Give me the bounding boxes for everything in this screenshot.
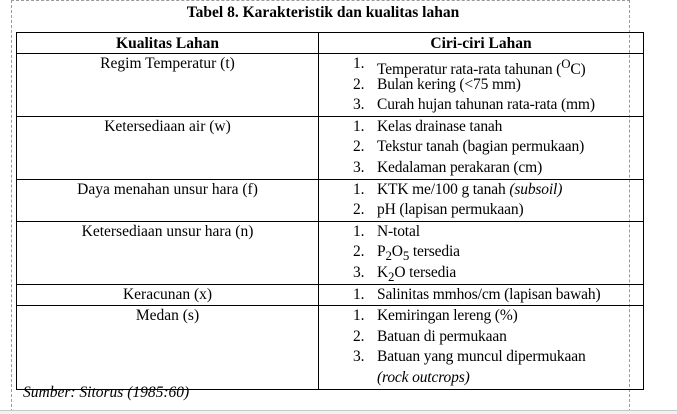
trait-list-item: [319, 75, 643, 96]
trait-number: 1.: [353, 307, 365, 325]
trait-text: Kelas drainase tanah: [377, 117, 503, 135]
trait-text: pH (lapisan permukaan): [377, 201, 524, 219]
trait-number: 2.: [353, 138, 365, 156]
land-quality-cell: Regim Temperatur (t): [17, 54, 319, 117]
trait-number: 2.: [353, 75, 365, 93]
trait-list-item: [319, 263, 643, 284]
trait-number: 2.: [353, 327, 365, 345]
table-row: [17, 306, 644, 389]
land-quality-cell: Ketersediaan air (w): [17, 116, 319, 179]
land-traits-cell: [319, 116, 644, 179]
table-row: [17, 116, 644, 179]
trait-text: KTK me/100 g tanah: [377, 180, 510, 198]
trait-text: N-total: [377, 222, 420, 240]
land-quality-cell: Keracunan (x): [17, 284, 319, 306]
trait-list-item: [319, 95, 643, 116]
trait-number: 1.: [353, 180, 365, 198]
trait-list-item: [319, 347, 643, 368]
trait-text-mid: O: [391, 243, 403, 261]
table-header-row: [17, 33, 644, 54]
trait-text: Temperatur rata-rata tahunan (: [377, 61, 562, 79]
trait-number: 3.: [353, 158, 365, 176]
trait-number: 3.: [353, 263, 365, 281]
trait-text: Salinitas mmhos/cm (lapisan bawah): [377, 285, 601, 303]
trait-list-item: [319, 117, 643, 138]
trait-number: 2.: [353, 243, 365, 261]
trait-list-item: [319, 158, 643, 179]
land-traits-cell: [319, 284, 644, 306]
table-title: Tabel 8. Karakteristik dan kualitas lahan: [186, 4, 460, 21]
header-land-quality: Kualitas Lahan: [17, 33, 319, 54]
header-land-traits: Ciri-ciri Lahan: [319, 33, 644, 54]
trait-list-item: [319, 222, 643, 243]
trait-text-after: tersedia: [409, 243, 460, 261]
trait-number: 1.: [353, 222, 365, 240]
table-row: [17, 221, 644, 284]
land-quality-table: [16, 32, 644, 390]
trait-list-item: [319, 180, 643, 201]
trait-italic-text: (subsoil): [509, 180, 563, 198]
trait-number: 1.: [353, 55, 365, 72]
trait-text-after: C): [570, 61, 586, 79]
trait-list-item: [319, 137, 643, 158]
traits-list: [319, 180, 643, 221]
trait-number: 1.: [353, 285, 365, 303]
land-quality-cell: Ketersediaan unsur hara (n): [17, 221, 319, 284]
trait-text: Batuan yang muncul dipermukaan: [377, 348, 586, 366]
trait-number: 3.: [353, 348, 365, 366]
trait-number: 2.: [353, 201, 365, 219]
traits-list: [319, 54, 643, 116]
source-citation: Sumber: Sitorus (1985:60): [23, 384, 190, 401]
traits-list: [319, 117, 643, 179]
table-row: [17, 54, 644, 117]
land-traits-cell: [319, 306, 644, 389]
traits-list: [319, 285, 643, 306]
trait-italic-text: (rock outcrops): [377, 368, 470, 386]
trait-text: Bulan kering (<75 mm): [377, 75, 521, 93]
trait-text-after: O tersedia: [394, 263, 457, 281]
traits-list: [319, 306, 643, 388]
table-row: [17, 284, 644, 306]
land-traits-cell: [319, 54, 644, 117]
trait-superscript: O: [561, 56, 571, 71]
trait-text: Batuan di permukaan: [377, 327, 507, 345]
trait-text: Kedalaman perakaran (cm): [377, 158, 543, 176]
trait-list-item: [319, 306, 643, 327]
trait-subscript: 5: [402, 248, 410, 264]
trait-number: 1.: [353, 117, 365, 135]
trait-subscript: 2: [388, 269, 395, 285]
trait-number: 3.: [353, 96, 365, 114]
trait-list-item: [319, 285, 643, 306]
trait-list-item: [319, 200, 643, 221]
trait-text: Kemiringan lereng (%): [377, 307, 518, 325]
trait-text: Curah hujan tahunan rata-rata (mm): [377, 96, 595, 114]
traits-list: [319, 222, 643, 284]
page-break: [0, 410, 677, 414]
trait-list-item: [319, 242, 643, 263]
trait-list-item: [319, 327, 643, 348]
trait-text: Tekstur tanah (bagian permukaan): [377, 138, 585, 156]
land-quality-cell: Medan (s): [17, 306, 319, 389]
trait-list-item: [319, 368, 643, 389]
trait-subscript: 2: [385, 248, 392, 264]
trait-text: K: [377, 263, 389, 281]
land-traits-cell: [319, 179, 644, 221]
table-body: [17, 54, 644, 390]
table-row: [17, 179, 644, 221]
land-traits-cell: [319, 221, 644, 284]
land-quality-cell: Daya menahan unsur hara (f): [17, 179, 319, 221]
trait-list-item: [319, 54, 643, 79]
trait-text: P: [377, 243, 386, 261]
